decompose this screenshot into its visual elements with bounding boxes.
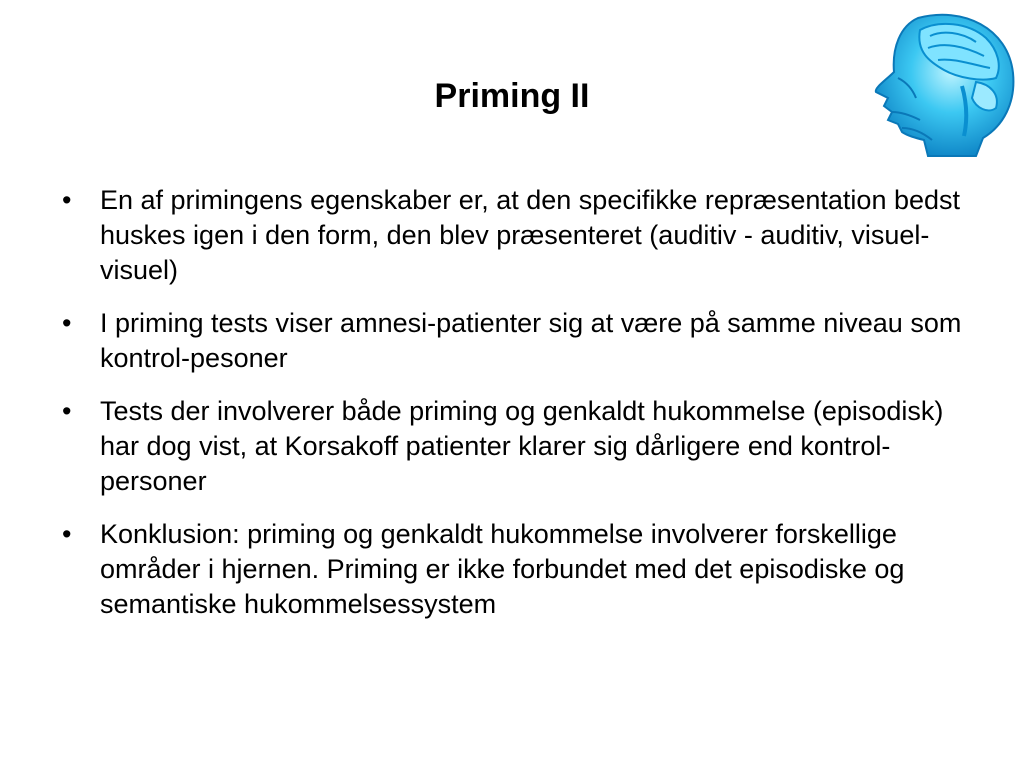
bullet-dot-icon: • (62, 185, 72, 215)
bullet-dot-icon: • (62, 396, 72, 426)
bullet-item (62, 394, 982, 499)
bullet-text: Tests der involverer både priming og genkaldt hukommelse (episodisk) har dog vist, at Korsakoff patienter klarer sig dårligere end kontrol-personer (100, 396, 944, 496)
brain-head-icon (858, 8, 1018, 158)
bullet-list (62, 183, 982, 640)
bullet-dot-icon: • (62, 308, 72, 338)
slide-title: Priming II (434, 77, 590, 115)
bullet-text: Konklusion: priming og genkaldt hukommelse involverer forskellige områder i hjernen. Priming er ikke forbundet med det episodiske og semantiske hukommelsessystem (100, 519, 905, 619)
bullet-text: I priming tests viser amnesi-patienter sig at være på samme niveau som kontrol-pesoner (100, 308, 962, 373)
bullet-item (62, 306, 982, 376)
bullet-dot-icon: • (62, 519, 72, 549)
bullet-text: En af primingens egenskaber er, at den specifikke repræsentation bedst huskes igen i den form, den blev præsenteret (auditiv - auditiv, visuel-visuel) (100, 185, 961, 285)
bullet-item (62, 517, 982, 622)
bullet-item (62, 183, 982, 288)
